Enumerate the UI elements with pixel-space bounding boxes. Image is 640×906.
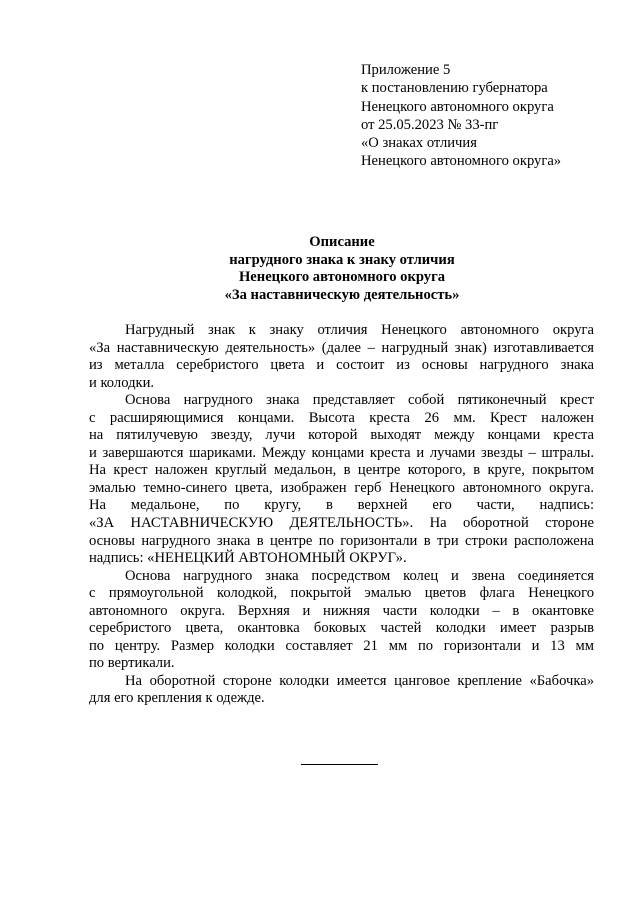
text-line: с прямоугольной колодкой, покрытой эмалью цветов флага Ненецкого (89, 585, 594, 602)
text-line: На медальоне, по кругу, в верхней его части, надпись: (89, 497, 594, 514)
text-line: и колодки. (89, 374, 155, 391)
text-line: по вертикали. (89, 655, 175, 672)
text-line: для его крепления к одежде. (89, 690, 265, 707)
text-line: и завершаются шариками. Между концами креста и лучами звезды – штралы. (89, 444, 594, 461)
appendix-header (361, 61, 611, 171)
text-line: Нагрудный знак к знаку отличия Ненецкого автономного округа (125, 322, 594, 338)
title-line: Описание (309, 234, 375, 250)
paragraph-4 (89, 673, 594, 708)
appendix-line: «О знаках отличия (361, 135, 477, 152)
closing-rule (301, 764, 378, 765)
text-line: по центру. Размер колодки составляет 21 мм по горизонтали и 13 мм (89, 637, 594, 654)
text-line: из металла серебристого цвета и состоит из основы нагрудного знака (89, 357, 594, 374)
document-title (90, 234, 594, 304)
text-line: с расширяющимися концами. Высота креста 26 мм. Крест наложен (89, 409, 594, 426)
text-line: автономного округа. Верхняя и нижняя части колодки – в окантовке (89, 602, 594, 619)
text-line: основы нагрудного знака в центре по горизонтали в три строки расположена (89, 532, 594, 549)
appendix-line: Ненецкого автономного округа (361, 98, 554, 115)
text-line: на пятилучевую звезду, лучи которой выходят между концами креста (89, 427, 594, 444)
text-line: серебристого цвета, окантовка боковых частей колодки имеет разрыв (89, 620, 594, 637)
text-line: надпись: «НЕНЕЦКИЙ АВТОНОМНЫЙ ОКРУГ». (89, 550, 407, 567)
text-line: эмалью темно-синего цвета, изображен герб Ненецкого автономного округа. (89, 479, 594, 496)
text-line: Основа нагрудного знака посредством колец и звена соединяется (125, 567, 594, 584)
paragraph-3 (89, 568, 594, 673)
text-line: На оборотной стороне колодки имеется цанговое крепление «Бабочка» (125, 672, 594, 689)
appendix-line: Приложение 5 (361, 62, 451, 78)
appendix-line: Ненецкого автономного округа» (361, 153, 562, 170)
appendix-line: от 25.05.2023 № 33-пг (361, 116, 499, 133)
title-line: Ненецкого автономного округа (238, 269, 446, 286)
text-line: На крест наложен круглый медальон, в центре которого, в круге, покрытом (89, 462, 594, 479)
title-line: «За наставническую деятельность» (224, 286, 460, 303)
document-body (89, 322, 594, 708)
title-line: нагрудного знака к знаку отличия (229, 251, 455, 268)
text-line: «За наставническую деятельность» (далее – нагрудный знак) изготавливается (89, 339, 594, 356)
text-line: Основа нагрудного знака представляет собой пятиконечный крест (125, 392, 594, 409)
paragraph-1 (89, 322, 594, 392)
appendix-line: к постановлению губернатора (361, 80, 548, 97)
text-line: «ЗА НАСТАВНИЧЕСКУЮ ДЕЯТЕЛЬНОСТЬ». На оборотной стороне (89, 515, 594, 532)
paragraph-2 (89, 392, 594, 567)
